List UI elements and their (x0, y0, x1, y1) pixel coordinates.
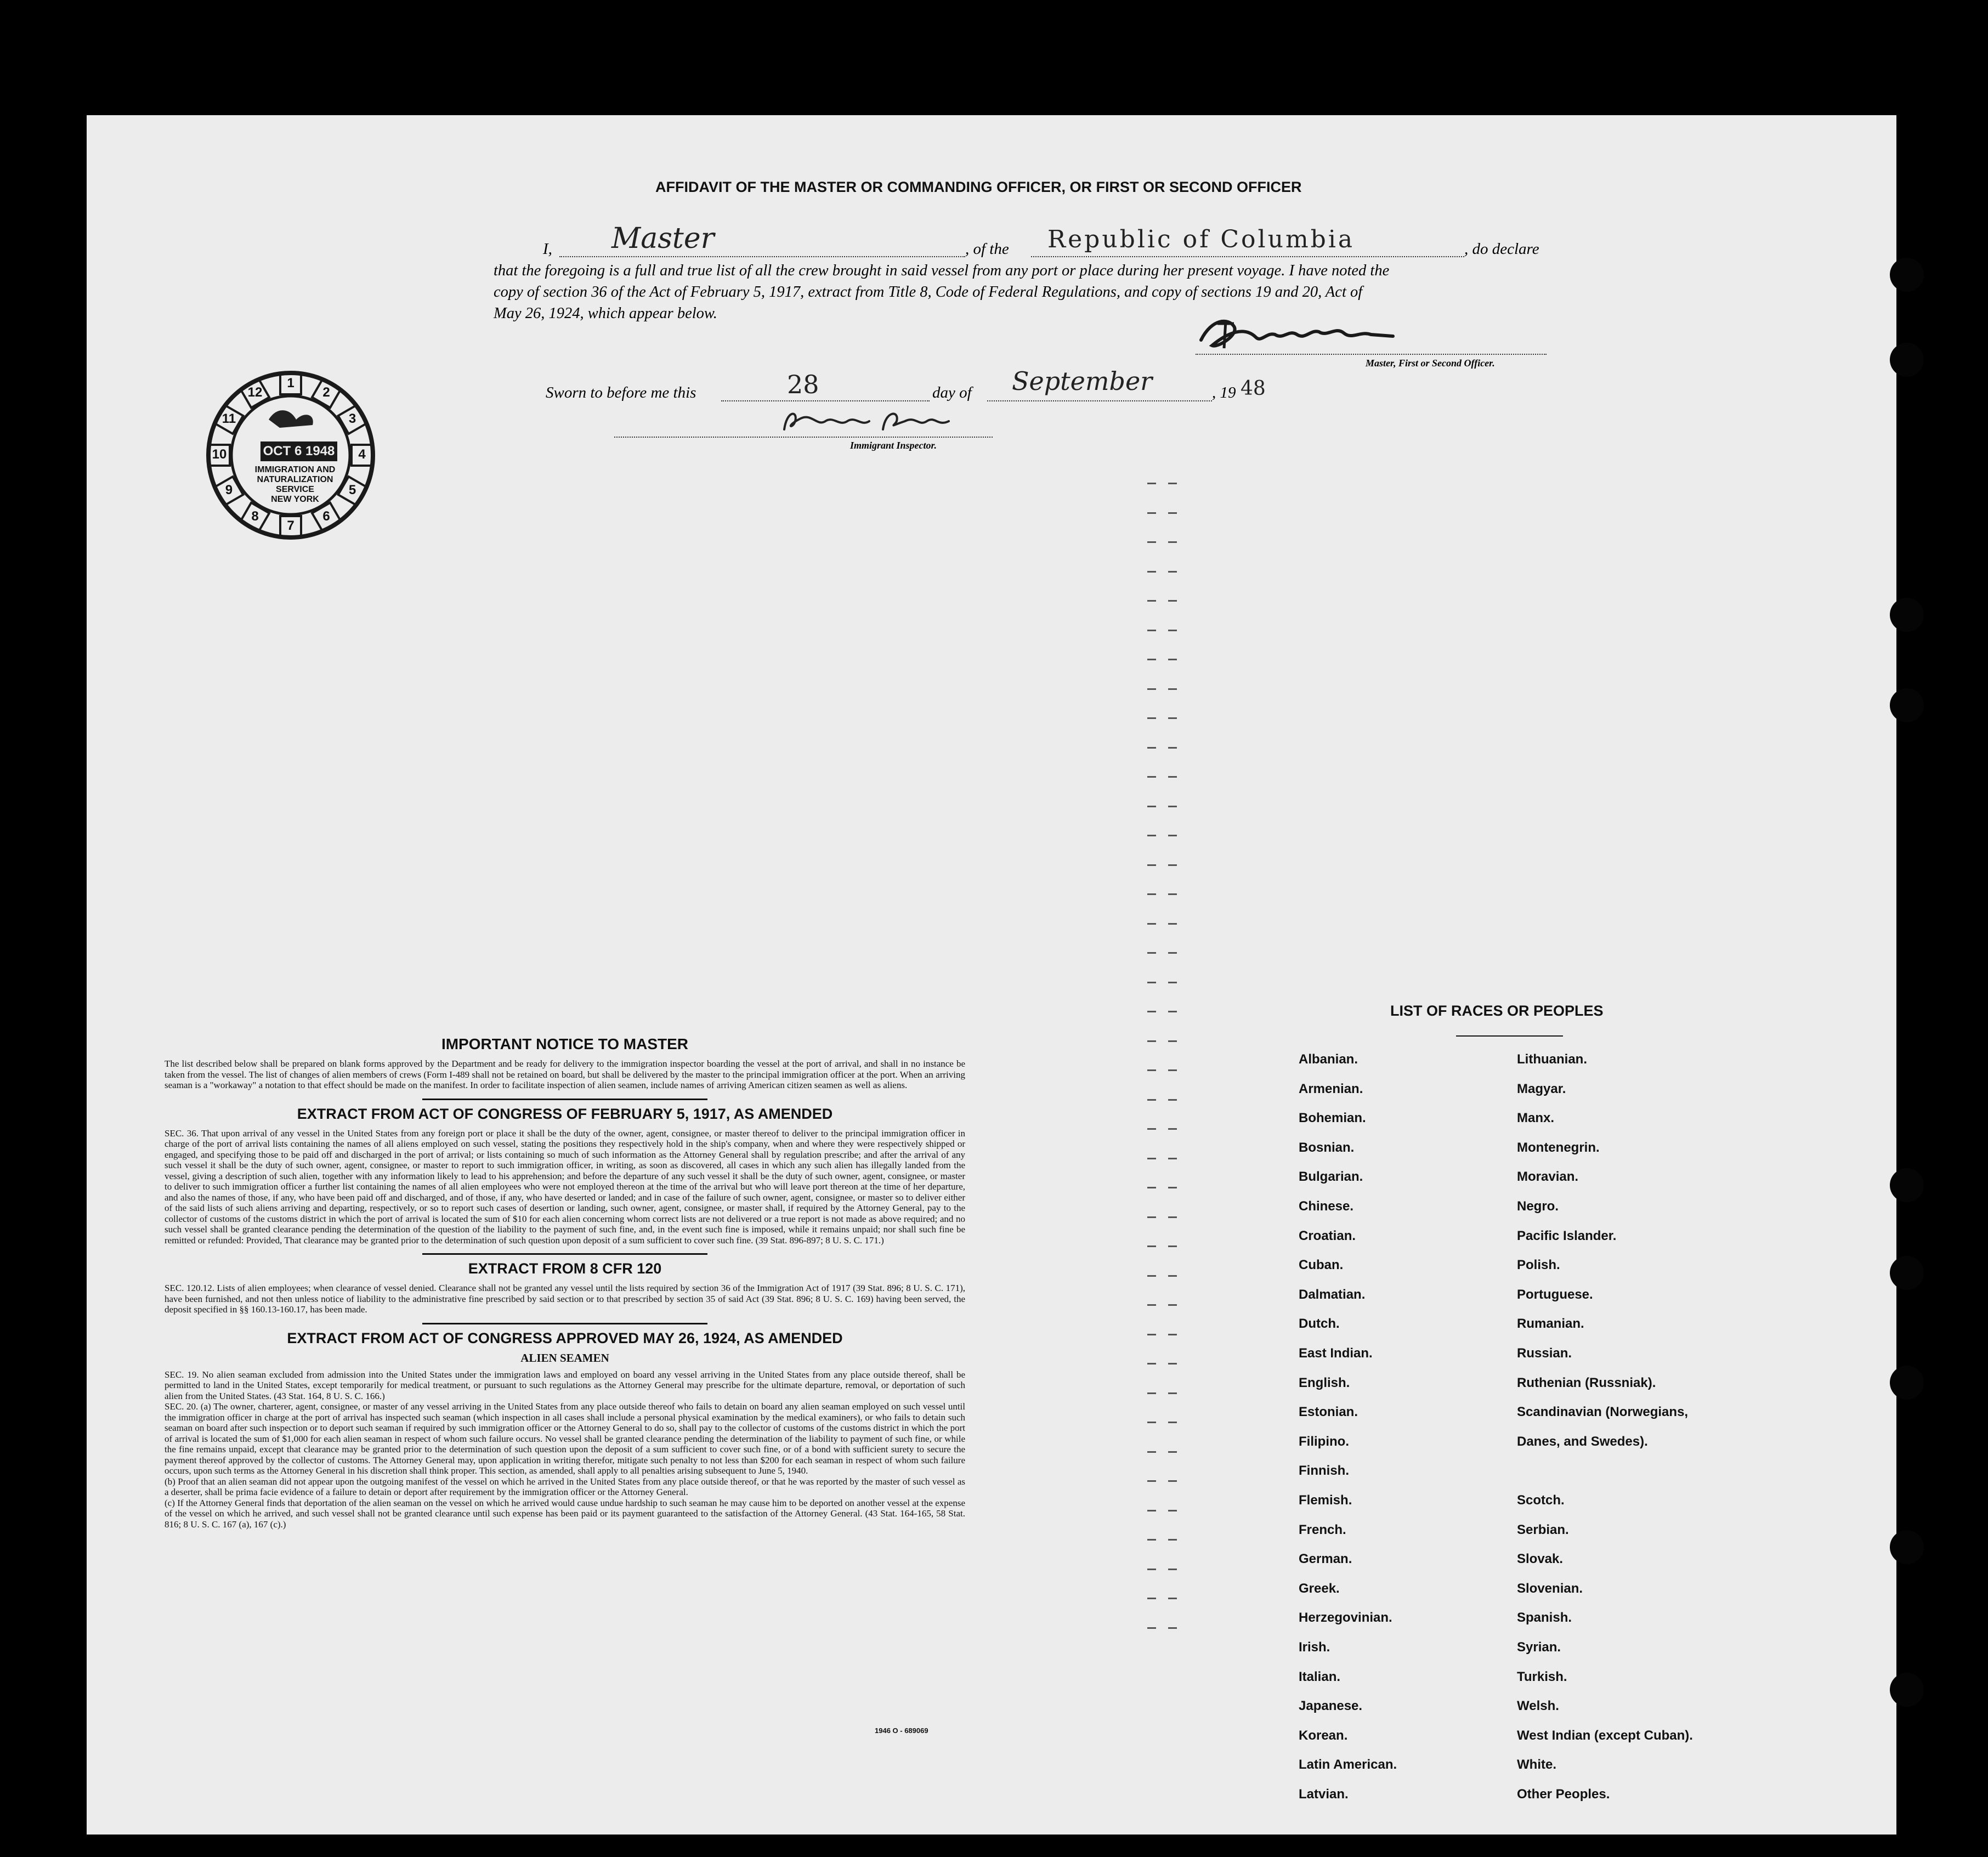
signature-label: Master, First or Second Officer. (1366, 358, 1495, 369)
column-tick (1168, 1275, 1177, 1277)
column-tick (1168, 835, 1177, 836)
column-tick (1168, 1451, 1177, 1453)
race-item: Irish. (1299, 1640, 1330, 1655)
column-tick (1147, 776, 1156, 778)
column-tick (1147, 541, 1156, 543)
inspector-scribble (773, 405, 993, 438)
race-item: Estonian. (1299, 1405, 1358, 1420)
column-tick (1147, 717, 1156, 719)
race-item: West Indian (except Cuban). (1517, 1728, 1693, 1743)
notice-title: IMPORTANT NOTICE TO MASTER (441, 1035, 689, 1052)
stamp-line4: NEW YORK (271, 495, 319, 504)
punch-hole (1890, 1673, 1924, 1707)
column-tick (1168, 864, 1177, 866)
stamp-number: 12 (247, 385, 263, 400)
race-item: French. (1299, 1522, 1346, 1537)
of-the-label: , of the (965, 240, 1009, 258)
race-item: Danes, and Swedes). (1517, 1434, 1648, 1449)
race-item: Greek. (1299, 1581, 1340, 1596)
column-tick (1147, 982, 1156, 983)
column-tick (1147, 1569, 1156, 1570)
race-item: Korean. (1299, 1728, 1348, 1743)
column-tick (1147, 659, 1156, 660)
affidavit-body-line1: that the foregoing is a full and true list of all the crew brought in said vessel from any port or place during her present voyage. I have noted the (494, 262, 1390, 279)
race-item: Other Peoples. (1517, 1787, 1610, 1802)
column-tick (1168, 1069, 1177, 1071)
column-tick (1168, 952, 1177, 954)
stamp-number: 5 (348, 483, 356, 497)
race-item: Finnish. (1299, 1463, 1349, 1479)
column-tick (1168, 512, 1177, 514)
race-item: Latin American. (1299, 1757, 1397, 1773)
race-item: Herzegovinian. (1299, 1610, 1392, 1626)
column-tick (1168, 1510, 1177, 1511)
stamp-number: 8 (251, 508, 259, 524)
stamp-number: 4 (358, 447, 366, 462)
race-item: Bohemian. (1299, 1111, 1366, 1126)
race-item: Montenegrin. (1517, 1140, 1600, 1155)
race-item: Magyar. (1517, 1081, 1566, 1096)
column-tick (1147, 952, 1156, 954)
column-tick (1147, 1069, 1156, 1071)
race-item: Negro. (1517, 1199, 1559, 1214)
column-tick (1147, 1128, 1156, 1130)
race-item: Latvian. (1299, 1787, 1349, 1802)
notice-block (165, 1035, 965, 1530)
column-tick (1168, 1539, 1177, 1541)
affidavit-intro: I, (543, 240, 552, 258)
race-item: Serbian. (1517, 1522, 1569, 1537)
column-tick (1168, 630, 1177, 631)
column-tick (1168, 1245, 1177, 1247)
column-tick (1168, 923, 1177, 925)
column-tick (1168, 688, 1177, 690)
race-item: Albanian. (1299, 1052, 1358, 1067)
sworn-day-field (721, 370, 930, 401)
column-tick (1147, 835, 1156, 836)
extract3-sec20a: SEC. 20. (a) The owner, charterer, agent, consignee, or master of any vessel arriving in the United States from any place outside thereof who fails to detain on board any alien seaman employed on such vessel until the immigration officer in charge at the port of arrival has inspected such seaman (which inspection in all cases shall include a personal physical examination by the medical examiners), or who fails to detain such seaman on board after such inspection or to deport such seaman if required by such immigration officer or the Attorney General to do so, shall pay to the collector of customs of the customs district in which the port of arrival is located the sum of $1,000 for each alien seaman in respect of whom such failure occurs. No vessel shall be granted clearance pending the determination of the liability to payment of such fine, or while the fine remains unpaid, except that clearance may be granted prior to the determination of such question upon the deposit of a sum sufficient to cover such fine, or of a bond with sufficient surety to secure the payment thereof approved by the collector of customs. The Attorney General may, upon application in writing therefor, mitigate such penalty to not less than $200 for each seaman in respect of whom such failure occurs, upon such terms as the Attorney General in his discretion shall think proper. This section, as amended, shall apply to all penalties arising subsequent to June 5, 1940. (165, 1401, 965, 1476)
column-tick (1147, 1158, 1156, 1159)
column-tick (1147, 630, 1156, 631)
punch-hole (1890, 1530, 1924, 1564)
sworn-day: 28 (787, 370, 819, 399)
stamp-number: 11 (222, 411, 236, 426)
extract1-text: SEC. 36. That upon arrival of any vessel in the United States from any foreign port or place it shall be the duty of the owner, agent, consignee, or master thereof to deliver to the principal immigration officer in charge of the port of arrival lists containing the names of all aliens employed on such vessel, stating the positions they respectively hold in the ship's company, when and where they were respectively shipped or engaged, and specifying those to be paid off and discharged in the port of arrival; or lists containing so much of such information as the Attorney General shall by regulation prescribe; and after the arrival of any such vessel it shall be the duty of such owner, agent, consignee, or master to report to such immigration officer, in writing, as soon as discovered, all cases in which any such alien has illegally landed from the vessel, giving a description of such alien, together with any information likely to lead to his apprehension; and before the departure of any such vessel it shall be the duty of such owner, agent, consignee, or master to deliver to such immigration officer a further list containing the names of all alien employees who were not employed thereon at the time of the arrival but who will leave port thereon at the time of her departure, and also the names of those, if any, who have been paid off and discharged, and of those, if any, who have deserted or landed; and in case of the failure of such owner, agent, consignee, or master so to deliver either of the said lists of such aliens arriving and departing, respectively, or so to report such cases of desertion or landing, such owner, agent, consignee, or master shall, if required by the Attorney General, pay to the collector of customs of the customs district in which the port of arrival is located the sum of $10 for each alien concerning whom correct lists are not delivered or a true report is not made as above required; and no such vessel shall be granted clearance pending the determination of the question of the liability to the payment of such fine, and, in the event such fine is imposed, while it remains unpaid; nor shall such fine be remitted or refunded: Provided, That clearance may be granted prior to the determination of such question upon deposit of a sum sufficient to cover such fine. (39 Stat. 896-897; 8 U. S. C. 171.) (165, 1128, 965, 1245)
column-tick (1168, 1363, 1177, 1365)
column-tick (1147, 923, 1156, 925)
column-tick (1168, 1128, 1177, 1130)
race-item: Rumanian. (1517, 1316, 1584, 1332)
race-item: Bulgarian. (1299, 1169, 1363, 1185)
column-tick (1147, 483, 1156, 484)
race-item: Moravian. (1517, 1169, 1579, 1185)
stamp-line3: SERVICE (276, 485, 314, 494)
column-tick (1147, 688, 1156, 690)
column-tick (1168, 1040, 1177, 1042)
race-item: Scotch. (1517, 1493, 1565, 1508)
race-item: Spanish. (1517, 1610, 1572, 1626)
column-tick (1147, 1539, 1156, 1541)
extract3-sec20c: (c) If the Attorney General finds that deportation of the alien seaman on the vessel on which he arrived would cause undue hardship to such seaman he may cause him to be deported on another vessel at the expense of the vessel on which he arrived, and such vessel shall not be granted clearance until such expense has been paid or its payment guaranteed to the satisfaction of the Attorney General. (43 Stat. 164-165, 58 Stat. 816; 8 U. S. C. 167 (a), 167 (c).) (165, 1497, 965, 1530)
affidavit-body-line2: copy of section 36 of the Act of February 5, 1917, extract from Title 8, Code of Federal Regulations, and copy of sections 19 and 20, Act of (494, 284, 1363, 301)
race-item: Turkish. (1517, 1669, 1567, 1684)
column-tick (1147, 1245, 1156, 1247)
punch-hole (1890, 598, 1924, 632)
notice-text: The list described below shall be prepared on blank forms approved by the Department and be ready for delivery to the immigration inspector boarding the vessel at the port of arrival, and shall in no instance be taken from the vessel. The list of changes of alien members of crews (Form I-489 shall not be retained on board, but shall be delivered by the master to the principal immigration officer at the port. When an arriving seaman is a "workaway" a notation to that effect should be made on the manifest. In order to facilitate inspection of alien seamen, include names of arriving American citizen seamen as well as aliens. (165, 1058, 965, 1090)
sworn-month: September (1012, 366, 1153, 396)
column-tick (1147, 1334, 1156, 1335)
affidavit-title: AFFIDAVIT OF THE MASTER OR COMMANDING OFFICER, OR FIRST OR SECOND OFFICER (655, 179, 1302, 195)
races-title: LIST OF RACES OR PEOPLES (1390, 1003, 1604, 1019)
inspector-label: Immigrant Inspector. (850, 440, 937, 451)
race-item: Filipino. (1299, 1434, 1349, 1449)
officer-handwritten: Master (611, 222, 715, 255)
stamp-line2: NATURALIZATION (257, 475, 333, 484)
race-item: White. (1517, 1757, 1556, 1773)
column-tick (1168, 806, 1177, 807)
stamp-number: 10 (212, 447, 227, 462)
column-tick (1168, 1422, 1177, 1423)
column-tick (1147, 1392, 1156, 1394)
column-tick (1147, 864, 1156, 866)
column-tick (1168, 1216, 1177, 1218)
punch-hole (1890, 1168, 1924, 1202)
race-item: Dalmatian. (1299, 1287, 1366, 1302)
column-tick (1168, 1569, 1177, 1570)
extract2-text: SEC. 120.12. Lists of alien employees; when clearance of vessel denied. Clearance shall not be granted any vessel until the lists required by section 36 of the Immigration Act of 1917 (39 Stat. 896; 8 U. S. C. 171), have been furnished, and not then unless notice of liability to the administrative fine prescribed by said section or to that prescribed by section 35 of said Act (39 Stat. 896; 8 U. S. C. 169) having been served, the deposit specified in §§ 160.13-160.17, has been made. (165, 1283, 965, 1315)
column-tick (1147, 1275, 1156, 1277)
column-tick (1147, 1451, 1156, 1453)
column-tick (1147, 1187, 1156, 1188)
column-tick (1168, 1627, 1177, 1629)
stamp-number: 2 (322, 385, 330, 400)
sworn-month-field (987, 366, 1212, 401)
sworn-year: 48 (1241, 377, 1266, 400)
column-tick (1147, 1422, 1156, 1423)
print-code: 1946 O - 689069 (875, 1726, 928, 1735)
immigration-stamp (203, 367, 378, 543)
stamp-number: 9 (225, 483, 233, 497)
punch-hole (1890, 1366, 1924, 1400)
extract2-title: EXTRACT FROM 8 CFR 120 (468, 1260, 662, 1277)
column-tick (1147, 512, 1156, 514)
year-prefix: , 19 (1212, 384, 1236, 401)
column-tick (1168, 1304, 1177, 1306)
column-tick (1168, 571, 1177, 573)
affidavit-body-line3: May 26, 1924, which appear below. (494, 305, 717, 322)
race-item: Slovenian. (1517, 1581, 1583, 1596)
stamp-line1: IMMIGRATION AND (254, 465, 336, 474)
extract3-subtitle: ALIEN SEAMEN (520, 1351, 609, 1365)
signature-scribble (1196, 315, 1470, 354)
column-tick (1168, 541, 1177, 543)
column-tick (1168, 982, 1177, 983)
stamp-number: 6 (322, 508, 330, 524)
race-item: Chinese. (1299, 1199, 1354, 1214)
race-item: Welsh. (1517, 1699, 1559, 1714)
extract1-title: EXTRACT FROM ACT OF CONGRESS OF FEBRUARY 5, 1917, AS AMENDED (297, 1105, 833, 1122)
column-tick (1168, 1598, 1177, 1599)
column-tick (1147, 1216, 1156, 1218)
punch-hole (1890, 343, 1924, 377)
column-tick (1168, 893, 1177, 895)
column-tick (1147, 1480, 1156, 1482)
column-tick (1168, 717, 1177, 719)
column-tick (1147, 806, 1156, 807)
race-item: Croatian. (1299, 1228, 1356, 1243)
column-tick (1168, 483, 1177, 484)
do-declare-label: , do declare (1464, 240, 1539, 258)
column-tick (1147, 1011, 1156, 1012)
stamp-number: 7 (287, 518, 294, 533)
extract3-title: EXTRACT FROM ACT OF CONGRESS APPROVED MAY 26, 1924, AS AMENDED (287, 1329, 843, 1346)
column-tick (1168, 1334, 1177, 1335)
column-tick (1147, 571, 1156, 573)
column-tick (1168, 1392, 1177, 1394)
punch-hole (1890, 1256, 1924, 1290)
column-tick (1147, 1627, 1156, 1629)
sworn-label: Sworn to before me this (546, 384, 696, 401)
race-item: Bosnian. (1299, 1140, 1355, 1155)
officer-field (559, 222, 965, 257)
races-title-rule (1456, 1035, 1563, 1037)
master-signature (1196, 321, 1547, 355)
column-tick (1168, 776, 1177, 778)
stamp-number: 3 (348, 411, 356, 426)
column-tick (1147, 1363, 1156, 1365)
column-tick (1147, 893, 1156, 895)
column-tick (1168, 600, 1177, 602)
column-tick (1168, 747, 1177, 749)
column-tick (1147, 747, 1156, 749)
column-tick (1147, 1510, 1156, 1511)
day-of-label: day of (932, 384, 972, 401)
race-item: Slovak. (1517, 1552, 1564, 1567)
extract3-sec19: SEC. 19. No alien seaman excluded from admission into the United States under the immigration laws and employed on board any vessel arriving in the United States from any place outside thereof, shall be permitted to land in the United States, except temporarily for medical treatment, or pursuant to such regulations as the Attorney General may prescribe for the ultimate departure, removal, or deportation of such alien from the United States. (43 Stat. 164, 8 U. S. C. 166.) (165, 1369, 965, 1401)
race-item: Cuban. (1299, 1258, 1344, 1273)
inspector-signature (614, 406, 993, 438)
race-item: Manx. (1517, 1111, 1555, 1126)
race-item: Syrian. (1517, 1640, 1561, 1655)
column-tick (1147, 600, 1156, 602)
race-item: Russian. (1517, 1346, 1572, 1361)
race-item: Lithuanian. (1517, 1052, 1587, 1067)
column-tick (1147, 1099, 1156, 1101)
stamp-number: 1 (287, 376, 294, 390)
race-item: Portuguese. (1517, 1287, 1593, 1302)
vessel-field (1031, 225, 1464, 257)
race-item: Japanese. (1299, 1699, 1363, 1714)
race-item: English. (1299, 1375, 1350, 1390)
column-tick (1168, 1011, 1177, 1012)
column-tick (1168, 659, 1177, 660)
column-tick (1147, 1304, 1156, 1306)
column-tick (1168, 1158, 1177, 1159)
column-tick (1147, 1598, 1156, 1599)
punch-hole (1890, 688, 1924, 722)
race-item: Italian. (1299, 1669, 1341, 1684)
race-item: Scandinavian (Norwegians, (1517, 1405, 1689, 1420)
race-item: East Indian. (1299, 1346, 1373, 1361)
race-item: Ruthenian (Russniak). (1517, 1375, 1656, 1390)
column-tick (1168, 1480, 1177, 1482)
column-tick (1147, 1040, 1156, 1042)
race-item: German. (1299, 1552, 1352, 1567)
column-tick (1168, 1099, 1177, 1101)
race-item: Armenian. (1299, 1081, 1363, 1096)
race-item: Pacific Islander. (1517, 1228, 1617, 1243)
vessel-handwritten: Republic of Columbia (1047, 225, 1355, 253)
punch-hole (1890, 258, 1924, 292)
extract3-sec20b: (b) Proof that an alien seaman did not appear upon the outgoing manifest of the vessel on which he arrived in the United States from any place outside thereof, or that he was reported by the master of such vessel as a deserter, shall be prima facie evidence of a failure to detain or deport after requirement by the immigration officer or the Attorney General. (165, 1476, 965, 1497)
race-item: Polish. (1517, 1258, 1560, 1273)
race-item: Flemish. (1299, 1493, 1352, 1508)
column-tick (1168, 1187, 1177, 1188)
race-item: Dutch. (1299, 1316, 1340, 1332)
stamp-date: OCT 6 1948 (263, 444, 335, 458)
